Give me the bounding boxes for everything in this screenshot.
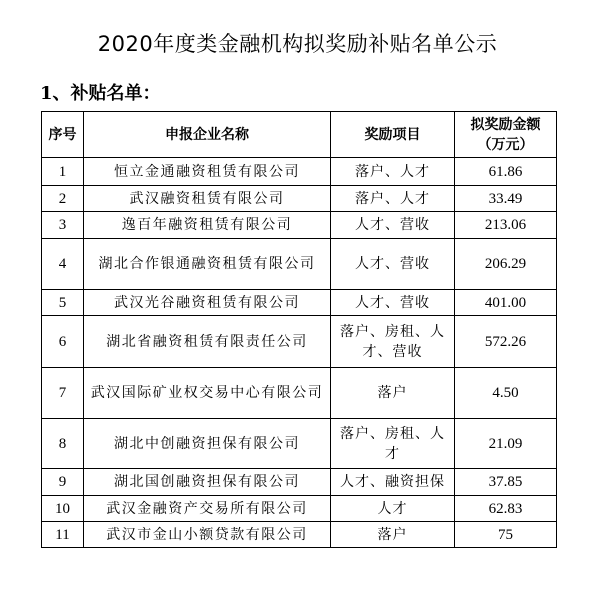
table-row <box>42 239 557 290</box>
row-company: 武汉融资租赁有限公司 <box>84 186 331 212</box>
row-company: 湖北省融资租赁有限责任公司 <box>84 316 331 368</box>
table-row <box>42 419 557 469</box>
row-amount: 62.83 <box>455 496 557 522</box>
row-amount: 401.00 <box>455 290 557 316</box>
row-index: 9 <box>42 469 84 496</box>
row-index: 10 <box>42 496 84 522</box>
row-project: 人才、融资担保 <box>331 469 455 496</box>
header-project: 奖励项目 <box>331 112 455 158</box>
row-project: 人才、营收 <box>331 239 455 290</box>
row-company: 湖北合作银通融资租赁有限公司 <box>84 239 331 290</box>
row-project: 落户、房租、人才、营收 <box>331 316 455 368</box>
row-index: 7 <box>42 368 84 419</box>
row-company: 逸百年融资租赁有限公司 <box>84 212 331 239</box>
row-amount: 75 <box>455 522 557 548</box>
row-project: 落户、房租、人才 <box>331 419 455 469</box>
row-amount: 33.49 <box>455 186 557 212</box>
row-project: 落户、人才 <box>331 186 455 212</box>
row-company: 湖北国创融资担保有限公司 <box>84 469 331 496</box>
row-index: 6 <box>42 316 84 368</box>
table-row <box>42 368 557 419</box>
row-amount: 4.50 <box>455 368 557 419</box>
row-amount: 61.86 <box>455 158 557 186</box>
row-project: 落户、人才 <box>331 158 455 186</box>
row-company: 武汉市金山小额贷款有限公司 <box>84 522 331 548</box>
header-amount: 拟奖励金额（万元） <box>455 112 557 158</box>
row-index: 8 <box>42 419 84 469</box>
row-project: 人才、营收 <box>331 212 455 239</box>
row-amount: 206.29 <box>455 239 557 290</box>
subsidy-table <box>41 111 557 548</box>
row-company: 武汉国际矿业权交易中心有限公司 <box>84 368 331 419</box>
row-project: 人才 <box>331 496 455 522</box>
row-company: 武汉光谷融资租赁有限公司 <box>84 290 331 316</box>
row-project: 落户 <box>331 368 455 419</box>
row-company: 湖北中创融资担保有限公司 <box>84 419 331 469</box>
section-heading: 1、补贴名单： <box>40 83 161 104</box>
row-amount: 21.09 <box>455 419 557 469</box>
row-amount: 213.06 <box>455 212 557 239</box>
row-amount: 572.26 <box>455 316 557 368</box>
row-index: 4 <box>42 239 84 290</box>
row-company: 恒立金通融资租赁有限公司 <box>84 158 331 186</box>
row-project: 人才、营收 <box>331 290 455 316</box>
row-index: 3 <box>42 212 84 239</box>
row-index: 1 <box>42 158 84 186</box>
row-company: 武汉金融资产交易所有限公司 <box>84 496 331 522</box>
document-title: 2020年度类金融机构拟奖励补贴名单公示 <box>97 32 498 56</box>
row-amount: 37.85 <box>455 469 557 496</box>
row-index: 2 <box>42 186 84 212</box>
row-index: 5 <box>42 290 84 316</box>
table-header-row <box>42 112 557 158</box>
header-index: 序号 <box>42 112 84 158</box>
row-project: 落户 <box>331 522 455 548</box>
table-row <box>42 212 557 239</box>
table-row <box>42 290 557 316</box>
table-row <box>42 316 557 368</box>
table-row <box>42 522 557 548</box>
header-company: 申报企业名称 <box>84 112 331 158</box>
table-row <box>42 186 557 212</box>
row-index: 11 <box>42 522 84 548</box>
table-row <box>42 469 557 496</box>
table-row <box>42 158 557 186</box>
table-row <box>42 496 557 522</box>
